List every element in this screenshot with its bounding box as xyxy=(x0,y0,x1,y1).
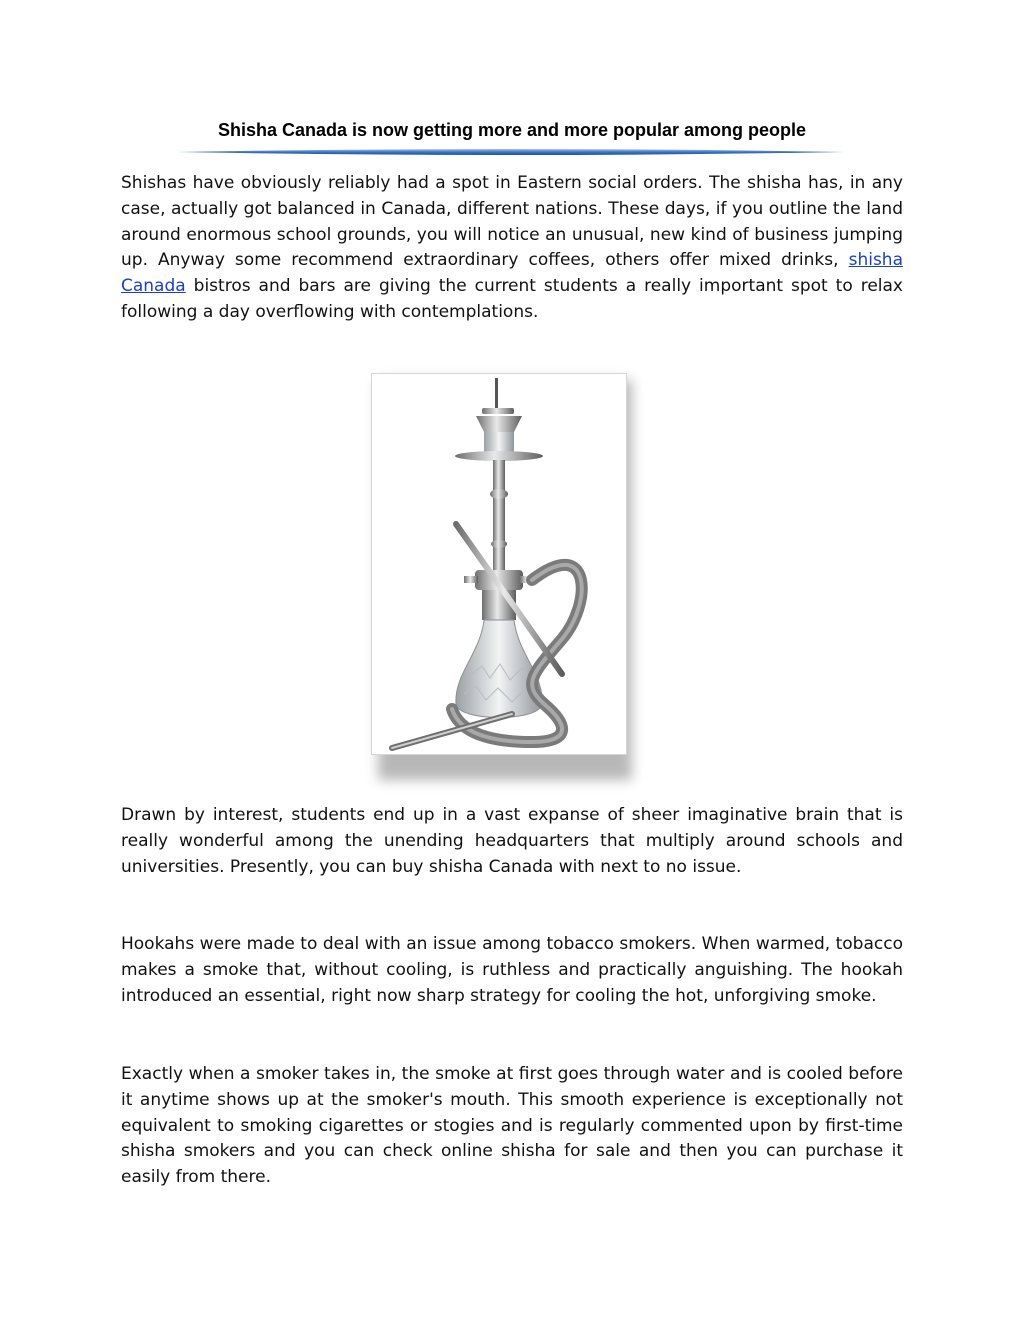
paragraph-intro-text-a: Shishas have obviously reliably had a spot in Eastern social orders. The shisha has, in any case, actually got balanced in Canada, different nations. These days, if you outline the land around enormous school grounds, you will notice an unusual, new kind of business jumping up. Anyway some recommend extraordinary coffees, others offer mixed drinks, xyxy=(121,173,903,271)
shisha-canada-link[interactable]: shisha Canada xyxy=(121,250,903,297)
paragraph-intro xyxy=(121,171,903,326)
paragraph-students: Drawn by interest, students end up in a vast expanse of sheer imaginative brain that is really wonderful among the unending headquarters that multiply around schools and universities. Presently, you can buy shisha Canada with next to no issue. xyxy=(121,805,903,877)
hookah-image xyxy=(371,373,627,755)
paragraph-hookahs: Hookahs were made to deal with an issue among tobacco smokers. When warmed, tobacco makes a smoke that, without cooling, is ruthless and practically anguishing. The hookah introduced an essential, right now sharp strategy for cooling the hot, unforgiving smoke. xyxy=(121,934,903,1006)
paragraph-smoke: Exactly when a smoker takes in, the smoke at first goes through water and is cooled before it anytime shows up at the smoker's mouth. This smooth experience is exceptionally not equivalent to smoking cigarettes or stogies and is regularly commented upon by first-time shisha smokers and you can check online shisha for sale and then you can purchase it easily from there. xyxy=(121,1064,903,1188)
page-title: Shisha Canada is now getting more and more popular among people xyxy=(217,120,807,140)
title-underline xyxy=(176,147,846,157)
paragraph-intro-text-b: bistros and bars are giving the current students a really important spot to relax following a day overflowing with contemplations. xyxy=(121,276,903,322)
hookah-illustration xyxy=(372,374,626,754)
